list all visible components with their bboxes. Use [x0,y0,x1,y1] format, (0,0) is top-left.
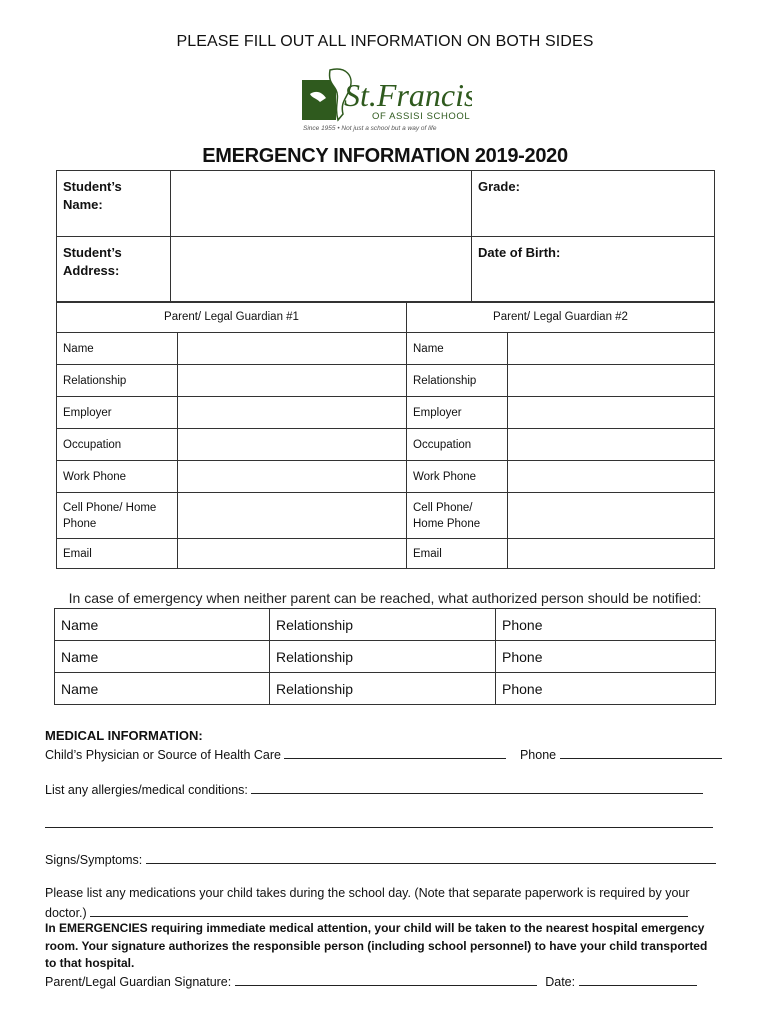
guardian1-field[interactable] [178,429,407,461]
allergies-line-2 [45,815,713,831]
student-name-field[interactable] [171,171,472,237]
guardian1-field[interactable] [178,365,407,397]
grade-field[interactable] [472,171,715,237]
school-logo [300,66,472,138]
guardian1-header: Parent/ Legal Guardian #1 [57,302,407,333]
contact-name-field[interactable] [55,641,270,673]
guardian-table [56,301,715,569]
guardian2-field[interactable] [508,333,715,365]
physician-label: Child’s Physician or Source of Health Care [45,748,281,762]
physician-phone-label: Phone [519,748,557,762]
guardian2-label: Cell Phone/ Home Phone [407,493,508,539]
student-info-table [56,170,715,303]
guardian2-field[interactable] [508,365,715,397]
medications-input[interactable] [90,904,688,917]
guardian2-label: Relationship [407,365,508,397]
contact-name-label: Name [61,648,99,665]
contact-name-field[interactable] [55,609,270,641]
contact-phone-field[interactable] [496,609,716,641]
emergency-row [55,609,716,641]
emergency-caption: In case of emergency when neither parent can be reached, what authorized person should be notified: [68,590,702,606]
guardian-row [57,539,715,569]
top-notice: PLEASE FILL OUT ALL INFORMATION ON BOTH SIDES [176,33,594,50]
guardian-row [57,397,715,429]
contact-relationship-label: Relationship [276,616,354,633]
student-name-label: Student’s Name: [57,171,171,237]
grade-label: Grade: [478,179,520,194]
signs-line [45,851,716,867]
physician-input[interactable] [284,746,506,759]
guardian1-label: Email [57,539,178,569]
contact-name-label: Name [61,616,99,633]
contact-name-label: Name [61,680,99,697]
physician-line [45,746,722,762]
guardian1-field[interactable] [178,493,407,539]
contact-relationship-label: Relationship [276,648,354,665]
contact-relationship-field[interactable] [270,673,496,705]
contact-phone-label: Phone [502,616,543,633]
student-address-field[interactable] [171,237,472,303]
guardian2-field[interactable] [508,397,715,429]
contact-relationship-field[interactable] [270,609,496,641]
guardian2-label: Occupation [407,429,508,461]
date-label: Date: [545,975,576,989]
guardian1-label: Work Phone [57,461,178,493]
emergency-row [55,673,716,705]
logo-motto: Since 1955 • Not just a school but a way of life [303,125,437,132]
guardian1-field[interactable] [178,333,407,365]
contact-phone-label: Phone [502,648,543,665]
dob-field[interactable] [472,237,715,303]
guardian-row [57,333,715,365]
allergies-label: List any allergies/medical conditions: [45,783,248,797]
guardian2-field[interactable] [508,429,715,461]
date-input[interactable] [579,973,697,986]
contact-phone-label: Phone [502,680,543,697]
medications-text: Please list any medications your child takes during the school day. (Note that separate paperwork is required by your [45,886,690,900]
signs-label: Signs/Symptoms: [45,853,143,867]
page-title: EMERGENCY INFORMATION 2019-2020 [202,145,568,167]
signature-input[interactable] [235,973,537,986]
allergies-line [45,781,703,797]
guardian1-label: Cell Phone/ Home Phone [57,493,178,539]
guardian1-label: Relationship [57,365,178,397]
guardian1-field[interactable] [178,539,407,569]
svg-text:St.Francis: St.Francis [344,77,472,113]
emergency-row [55,641,716,673]
guardian1-label: Occupation [57,429,178,461]
guardian2-label: Name [407,333,508,365]
guardian-row [57,429,715,461]
contact-relationship-field[interactable] [270,641,496,673]
contact-phone-field[interactable] [496,673,716,705]
guardian1-field[interactable] [178,461,407,493]
guardian-row [57,461,715,493]
student-row-address [57,237,715,303]
signs-input[interactable] [146,851,716,864]
guardian1-label: Name [57,333,178,365]
guardian2-header: Parent/ Legal Guardian #2 [407,302,715,333]
allergies-input[interactable] [251,781,703,794]
guardian2-label: Employer [407,397,508,429]
dob-label: Date of Birth: [478,245,561,260]
medical-heading: MEDICAL INFORMATION: [45,728,203,743]
guardian-row [57,365,715,397]
emergency-notice-1: In EMERGENCIES requiring immediate medical attention, your child will be taken to the nearest hospital emergency [45,921,705,935]
contact-name-field[interactable] [55,673,270,705]
physician-phone-input[interactable] [560,746,722,759]
doctor-line [45,904,688,920]
guardian2-label: Work Phone [407,461,508,493]
guardian2-field[interactable] [508,539,715,569]
signature-line [45,973,697,989]
student-address-label: Student’s Address: [57,237,171,303]
guardian1-field[interactable] [178,397,407,429]
emergency-notice-3: to that hospital. [45,956,135,970]
guardian2-field[interactable] [508,461,715,493]
doctor-label: doctor.) [45,906,87,920]
student-row-name [57,171,715,237]
guardian2-label: Email [407,539,508,569]
guardian2-field[interactable] [508,493,715,539]
signature-label: Parent/Legal Guardian Signature: [45,975,232,989]
svg-text:OF ASSISI SCHOOL: OF ASSISI SCHOOL [372,111,471,122]
contact-relationship-label: Relationship [276,680,354,697]
guardian-header-row [57,302,715,333]
emergency-contacts-table [54,608,716,705]
emergency-notice-2: room. Your signature authorizes the responsible person (including school personnel) to have your child transported [45,939,708,953]
guardian1-label: Employer [57,397,178,429]
contact-phone-field[interactable] [496,641,716,673]
guardian-row [57,493,715,539]
allergies-input-2[interactable] [45,815,713,828]
